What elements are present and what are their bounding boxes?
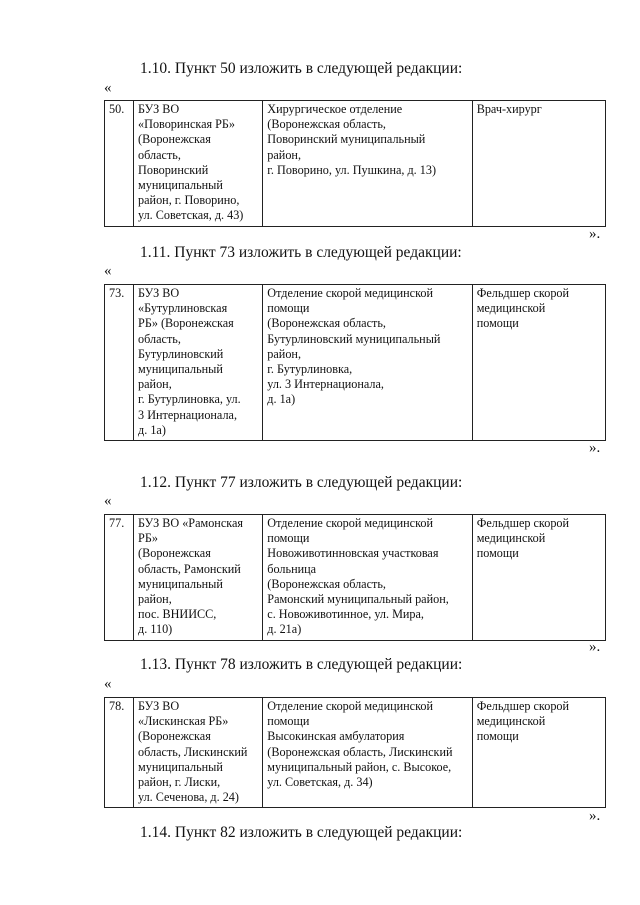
cell-line: (Воронежская область,: [267, 316, 386, 331]
open-quote: «: [104, 263, 112, 279]
cell-line: помощи: [476, 729, 519, 744]
open-quote: «: [104, 80, 112, 96]
cell-line: г. Бутурлиновка,: [267, 362, 353, 377]
cell-line: медицинской: [476, 531, 546, 546]
cell-line: д. 1а): [138, 422, 166, 437]
department-cell: [263, 285, 472, 441]
cell-line: Бутурлиновский: [138, 346, 224, 361]
cell-line: д. 110): [138, 622, 173, 637]
cell-line: (Воронежская область,: [267, 117, 386, 132]
cell-line: помощи: [267, 301, 310, 316]
cell-line: Высокинская амбулатория: [267, 729, 405, 744]
cell-line: с. Новоживотинное, ул. Мира,: [267, 607, 424, 622]
cell-line: район,: [138, 592, 172, 607]
cell-line: Врач-хирург: [476, 102, 542, 116]
entry-table-73: [104, 284, 606, 441]
row-number: 78.: [105, 698, 134, 808]
cell-line: Поворинский муниципальный: [267, 132, 426, 147]
cell-line: помощи: [476, 546, 519, 561]
cell-line: область, Рамонский: [138, 561, 241, 576]
entry-table-78: [104, 697, 606, 808]
cell-line: БУЗ ВО «Рамонская: [138, 516, 243, 530]
cell-line: ул. Советская, д. 34): [267, 775, 373, 790]
cell-line: муниципальный: [138, 576, 223, 591]
cell-line: (Воронежская область,: [267, 576, 386, 591]
organization-cell: [134, 101, 263, 227]
cell-line: помощи: [476, 316, 519, 331]
cell-line: муниципальный район, с. Высокое,: [267, 759, 452, 774]
cell-line: «Лискинская РБ»: [138, 714, 229, 729]
cell-line: ул. Советская, д. 43): [138, 208, 244, 223]
cell-line: д. 21а): [267, 622, 302, 637]
cell-line: БУЗ ВО: [138, 286, 180, 300]
cell-line: муниципальный: [138, 178, 223, 193]
close-quote: ».: [589, 226, 601, 242]
cell-line: «Поворинская РБ»: [138, 117, 236, 132]
section-heading-1-10: 1.10. Пункт 50 изложить в следующей редакции:: [140, 60, 463, 77]
cell-line: (Воронежская: [138, 132, 211, 147]
cell-line: Бутурлиновский муниципальный: [267, 331, 441, 346]
cell-line: г. Поворино, ул. Пушкина, д. 13): [267, 162, 437, 177]
department-cell: [263, 698, 472, 808]
cell-line: д. 1а): [267, 392, 296, 407]
table-row: [105, 515, 606, 641]
cell-line: Отделение скорой медицинской: [267, 516, 434, 530]
cell-line: район, г. Поворино,: [138, 193, 240, 208]
cell-line: район,: [267, 346, 301, 361]
row-number: 50.: [105, 101, 134, 227]
position-cell: [472, 285, 605, 441]
cell-line: Отделение скорой медицинской: [267, 286, 434, 300]
open-quote: «: [104, 676, 112, 692]
cell-line: Фельдшер скорой: [476, 699, 570, 713]
cell-line: г. Бутурлиновка, ул.: [138, 392, 241, 407]
cell-line: Новоживотинновская участковая: [267, 546, 439, 561]
cell-line: ул. 3 Интернационала,: [267, 377, 384, 392]
section-heading-1-13: 1.13. Пункт 78 изложить в следующей редакции:: [140, 656, 463, 673]
cell-line: ул. Сеченова, д. 24): [138, 790, 239, 805]
cell-line: «Бутурлиновская: [138, 301, 228, 316]
cell-line: Отделение скорой медицинской: [267, 699, 434, 713]
cell-line: медицинской: [476, 301, 546, 316]
cell-line: БУЗ ВО: [138, 699, 180, 713]
cell-line: больница: [267, 561, 317, 576]
cell-line: Поворинский: [138, 162, 209, 177]
cell-line: помощи: [267, 714, 310, 729]
position-cell: [472, 698, 605, 808]
cell-line: Фельдшер скорой: [476, 286, 570, 300]
cell-line: БУЗ ВО: [138, 102, 180, 116]
cell-line: (Воронежская область, Лискинский: [267, 744, 453, 759]
cell-line: РБ» (Воронежская: [138, 316, 234, 331]
cell-line: 3 Интернационала,: [138, 407, 237, 422]
section-heading-1-11: 1.11. Пункт 73 изложить в следующей редакции:: [140, 244, 462, 261]
cell-line: район,: [267, 147, 301, 162]
cell-line: РБ»: [138, 531, 158, 546]
cell-line: (Воронежская: [138, 546, 211, 561]
close-quote: ».: [589, 808, 601, 824]
department-cell: [263, 101, 472, 227]
table-row: [105, 285, 606, 441]
close-quote: ».: [589, 440, 601, 456]
cell-line: область, Лискинский: [138, 744, 248, 759]
department-cell: [263, 515, 472, 641]
entry-table-50: [104, 100, 606, 227]
organization-cell: [134, 515, 263, 641]
cell-line: (Воронежская: [138, 729, 211, 744]
section-heading-1-14: 1.14. Пункт 82 изложить в следующей редакции:: [140, 824, 463, 841]
table-row: [105, 101, 606, 227]
organization-cell: [134, 698, 263, 808]
cell-line: Хирургическое отделение: [267, 102, 403, 116]
cell-line: муниципальный: [138, 759, 223, 774]
position-cell: [472, 101, 605, 227]
section-heading-1-12: 1.12. Пункт 77 изложить в следующей редакции:: [140, 474, 463, 491]
row-number: 73.: [105, 285, 134, 441]
cell-line: район, г. Лиски,: [138, 775, 221, 790]
open-quote: «: [104, 493, 112, 509]
cell-line: пос. ВНИИСС,: [138, 607, 217, 622]
cell-line: Рамонский муниципальный район,: [267, 592, 449, 607]
organization-cell: [134, 285, 263, 441]
cell-line: медицинской: [476, 714, 546, 729]
table-row: [105, 698, 606, 808]
cell-line: муниципальный: [138, 362, 223, 377]
cell-line: помощи: [267, 531, 310, 546]
cell-line: Фельдшер скорой: [476, 516, 570, 530]
cell-line: область,: [138, 331, 181, 346]
close-quote: ».: [589, 639, 601, 655]
row-number: 77.: [105, 515, 134, 641]
cell-line: район,: [138, 377, 172, 392]
position-cell: [472, 515, 605, 641]
entry-table-77: [104, 514, 606, 641]
cell-line: область,: [138, 147, 181, 162]
